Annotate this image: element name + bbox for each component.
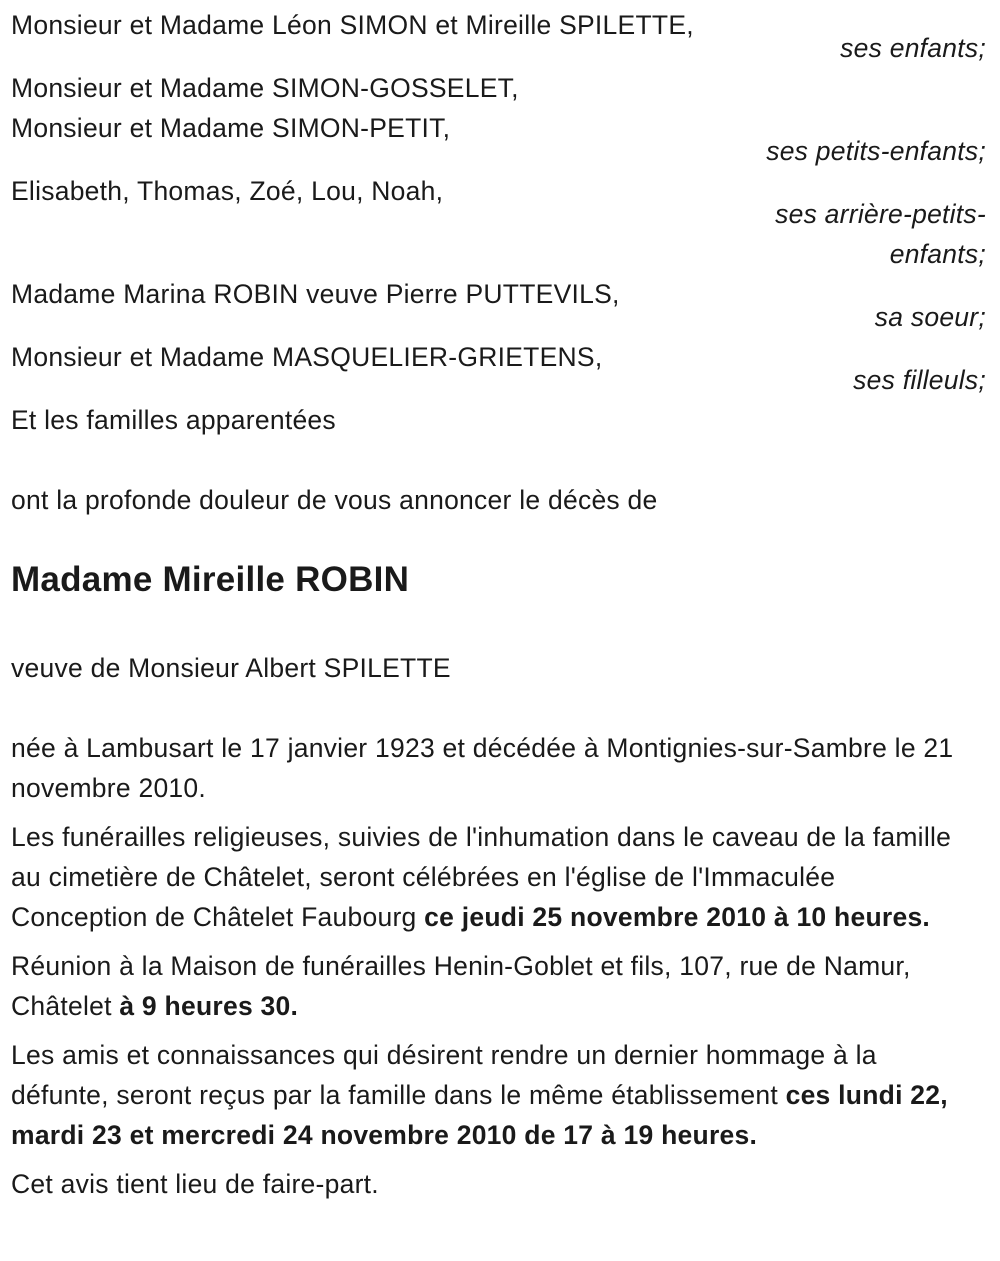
- meeting-paragraph: [11, 946, 976, 1026]
- family-names: Madame Marina ROBIN veuve Pierre PUTTEVILS,: [11, 279, 620, 309]
- family-group: [11, 171, 986, 274]
- family-list: [11, 5, 986, 400]
- families-line: Et les familles apparentées: [11, 405, 336, 435]
- family-names: Monsieur et Madame MASQUELIER-GRIETENS,: [11, 342, 603, 372]
- visits-paragraph: [11, 1035, 976, 1155]
- funeral-date: ce jeudi 25 novembre 2010 à 10 heures.: [424, 902, 931, 932]
- family-names: Monsieur et Madame SIMON-GOSSELET,: [11, 73, 519, 103]
- visits-text: Les amis et connaissances qui désirent rendre un dernier hommage à la défunte, seront reçus par la famille dans le même établissement: [11, 1040, 877, 1110]
- family-role-line: enfants;: [889, 239, 986, 269]
- meeting-text: Réunion à la Maison de funérailles Henin-Goblet et fils, 107, rue de Namur, Châtelet: [11, 951, 911, 1021]
- family-role-line: ses arrière-petits-: [775, 199, 986, 229]
- family-group: [11, 337, 986, 400]
- family-group: [11, 68, 986, 171]
- family-names: Monsieur et Madame SIMON-PETIT,: [11, 113, 451, 143]
- family-role-line: ses filleuls;: [853, 365, 986, 395]
- funeral-paragraph: [11, 817, 976, 937]
- family-group: [11, 5, 986, 68]
- deceased-name: Madame Mireille ROBIN: [11, 560, 410, 599]
- funeral-text: Les funérailles religieuses, suivies de l'inhumation dans le caveau de la famille au cimetière de Châtelet, seront célébrées en l'église de l'Immaculée Conception de Châtelet Faubourg: [11, 822, 952, 932]
- meeting-time: à 9 heures 30.: [119, 991, 299, 1021]
- family-role-line: ses petits-enfants;: [766, 136, 986, 166]
- family-role-line: ses enfants;: [840, 33, 986, 63]
- widow-of: veuve de Monsieur Albert SPILETTE: [11, 653, 451, 683]
- birth-death: née à Lambusart le 17 janvier 1923 et décédée à Montignies-sur-Sambre le 21 novembre 2010.: [11, 733, 954, 803]
- visits-dates: ces lundi 22, mardi 23 et mercredi 24 novembre 2010 de 17 à 19 heures.: [11, 1080, 948, 1150]
- announcement: ont la profonde douleur de vous annoncer le décès de: [11, 485, 658, 515]
- family-group: [11, 274, 986, 337]
- family-role-line: sa soeur;: [874, 302, 986, 332]
- family-names: Elisabeth, Thomas, Zoé, Lou, Noah,: [11, 176, 444, 206]
- closing-line: Cet avis tient lieu de faire-part.: [11, 1169, 379, 1199]
- family-names: Monsieur et Madame Léon SIMON et Mireille SPILETTE,: [11, 10, 694, 40]
